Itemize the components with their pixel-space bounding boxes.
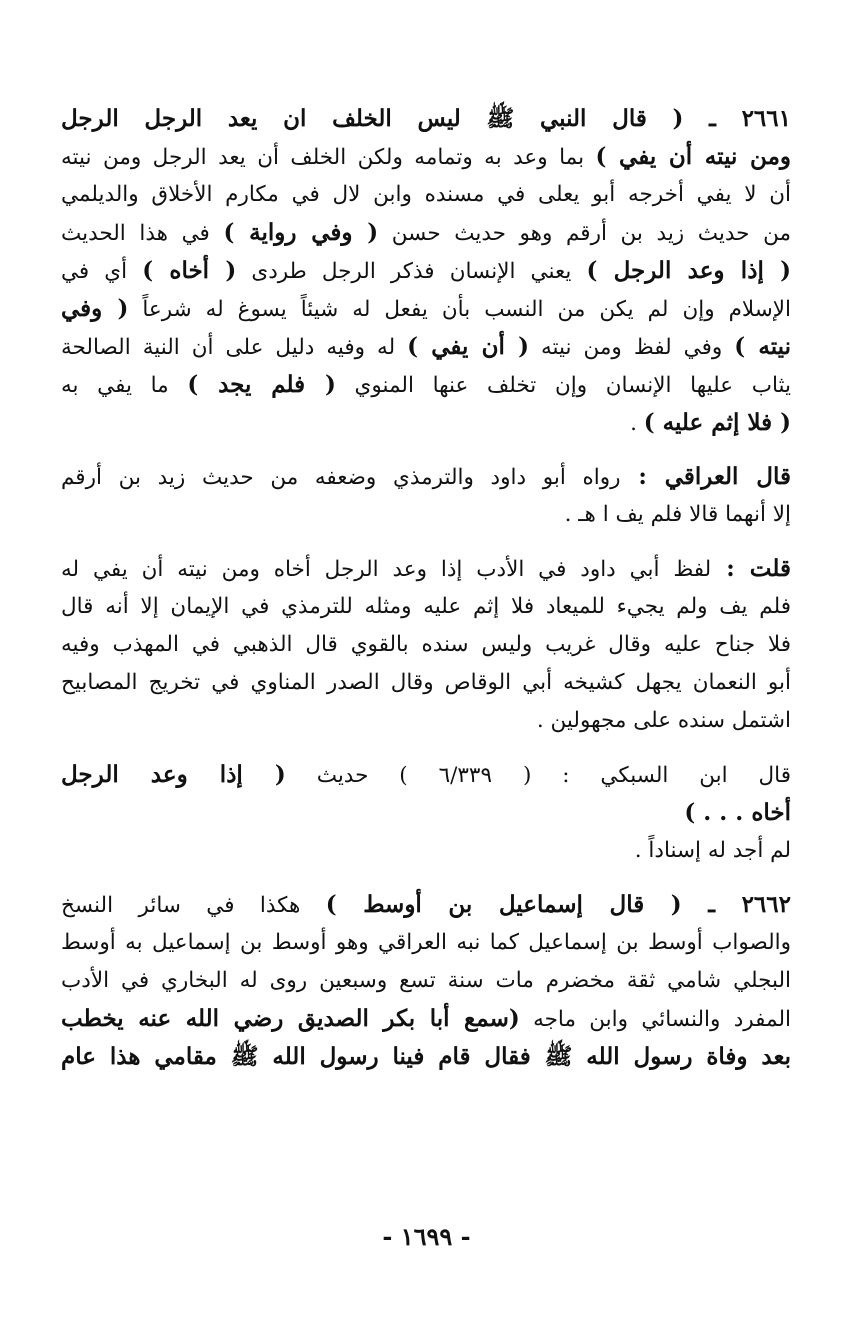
text-line — [61, 1000, 791, 1038]
bold-segment: (سمع أبا بكر الصديق رضي الله عنه يخطب — [61, 1005, 520, 1032]
entry-2661-paragraph — [61, 100, 791, 442]
qultu-note-paragraph — [61, 550, 791, 740]
text-segment: له وفيه دليل على أن النية الصالحة — [61, 335, 408, 360]
text-segment: والصواب أوسط بن إسماعيل كما نبه العراقي وهو أوسط بن إسماعيل به أوسط — [61, 930, 791, 955]
text-segment: يثاب عليها الإنسان وإن تخلف عنها المنوي — [335, 373, 791, 398]
entry-2662-paragraph — [61, 886, 791, 1076]
bold-segment: أخاه . . . ) — [684, 799, 791, 826]
text-line — [61, 550, 791, 588]
text-line — [61, 252, 791, 290]
text-line — [61, 664, 791, 702]
text-line — [61, 328, 791, 366]
page-number: - ١٦٩٩ - — [382, 1222, 471, 1251]
text-line — [61, 100, 791, 138]
bold-segment: ( وفي — [61, 295, 129, 322]
text-line — [61, 1038, 791, 1076]
text-line — [61, 176, 791, 214]
bold-segment: ( إذا وعد الرجل — [61, 761, 286, 788]
text-segment: أبو النعمان يجهل كشيخه أبي الوقاص وقال الصدر المناوي في تخريج المصابيح — [61, 670, 791, 695]
text-segment: فلا جناح عليه وقال غريب وليس سنده بالقوي قال الذهبي في المهذب وفيه — [61, 632, 791, 657]
text-line — [61, 496, 791, 534]
paragraph-gap — [61, 442, 791, 458]
text-line — [61, 458, 791, 496]
text-line — [61, 366, 791, 404]
bold-segment: ( أن يفي ) — [407, 333, 529, 360]
text-segment: البجلي شامي ثقة مخضرم مات سنة تسع وسبعين روى له البخاري في الأدب — [61, 968, 791, 993]
text-segment: فلم يف ولم يجيء للميعاد فلا إثم عليه ومثله للترمذي في الإيمان إلا أنه قال — [61, 594, 791, 619]
text-segment: في هذا الحديث — [61, 221, 224, 246]
text-line — [61, 756, 791, 794]
text-segment: لفظ أبي داود في الأدب إذا وعد الرجل أخاه ومن نيته أن يفي له — [61, 557, 712, 582]
bold-segment: قلت : — [711, 555, 791, 582]
bold-segment: بعد وفاة رسول الله ﷺ فقال قام فينا رسول الله ﷺ مقامي هذا عام — [61, 1043, 791, 1070]
text-segment: وفي لفظ ومن نيته — [529, 335, 735, 360]
paragraph-gap — [61, 534, 791, 550]
text-line — [61, 138, 791, 176]
bold-segment: ( أخاه ) — [142, 257, 237, 284]
text-line — [61, 214, 791, 252]
text-segment: رواه أبو داود والترمذي وضعفه من حديث زيد بن أرقم — [61, 465, 621, 490]
text-segment: يعني الإنسان فذكر الرجل طردى — [236, 259, 587, 284]
text-line — [61, 588, 791, 626]
text-line — [61, 290, 791, 328]
bold-segment: ( فلا إثم عليه ) — [643, 409, 791, 436]
text-segment: قال ابن السبكي : — [531, 763, 791, 788]
bold-segment: ٢٦٦٢ ـ ( قال إسماعيل بن أوسط ) — [325, 891, 791, 918]
text-line — [61, 886, 791, 924]
text-line — [61, 832, 791, 870]
bold-segment: ٢٦٦١ ـ ( قال النبي ﷺ ليس الخلف ان يعد الرجل الرجل — [61, 105, 791, 132]
bold-segment: ( إذا وعد الرجل ) — [586, 257, 791, 284]
bold-segment: نيته ) — [734, 333, 791, 360]
text-line — [61, 404, 791, 442]
text-segment: هكذا في سائر النسخ — [61, 893, 326, 918]
text-segment: لم أجد له إسناداً . — [634, 838, 791, 863]
paragraph-gap — [61, 740, 791, 756]
paragraph-gap — [61, 870, 791, 886]
text-segment: ما يفي به — [61, 373, 188, 398]
text-segment: المفرد والنسائي وابن ماجه — [519, 1007, 791, 1032]
text-line — [61, 702, 791, 740]
subki-note-paragraph — [61, 756, 791, 870]
text-segment: أي في — [61, 259, 143, 284]
text-segment: أن لا يفي أخرجه أبو يعلى في مسنده وابن لال في مكارم الأخلاق والديلمي — [61, 182, 791, 207]
text-line — [61, 924, 791, 962]
text-segment: الإسلام وإن لم يكن من النسب بأن يفعل له شيئاً يسوغ له شرعاً — [128, 297, 791, 322]
text-segment: إلا أنهما قالا فلم يف ا هـ . — [564, 502, 791, 527]
bold-segment: ( فلم يجد ) — [187, 371, 336, 398]
text-segment: . — [630, 411, 644, 436]
bold-segment: ومن نيته أن يفي ) — [595, 143, 791, 170]
bold-segment: قال العراقي : — [620, 463, 791, 490]
text-segment: من حديث زيد بن أرقم وهو حديث حسن — [378, 221, 791, 246]
text-segment: ( ٦/٣٣٩ ) حديث — [285, 763, 532, 788]
bold-segment: ( وفي رواية ) — [223, 219, 379, 246]
text-segment: بما وعد به وتمامه ولكن الخلف أن يعد الرجل ومن نيته — [61, 145, 596, 170]
text-line — [61, 626, 791, 664]
text-line — [61, 794, 791, 832]
iraqi-note-paragraph — [61, 458, 791, 534]
text-line — [61, 962, 791, 1000]
text-segment: اشتمل سنده على مجهولين . — [536, 708, 791, 733]
page-body — [61, 100, 791, 1076]
